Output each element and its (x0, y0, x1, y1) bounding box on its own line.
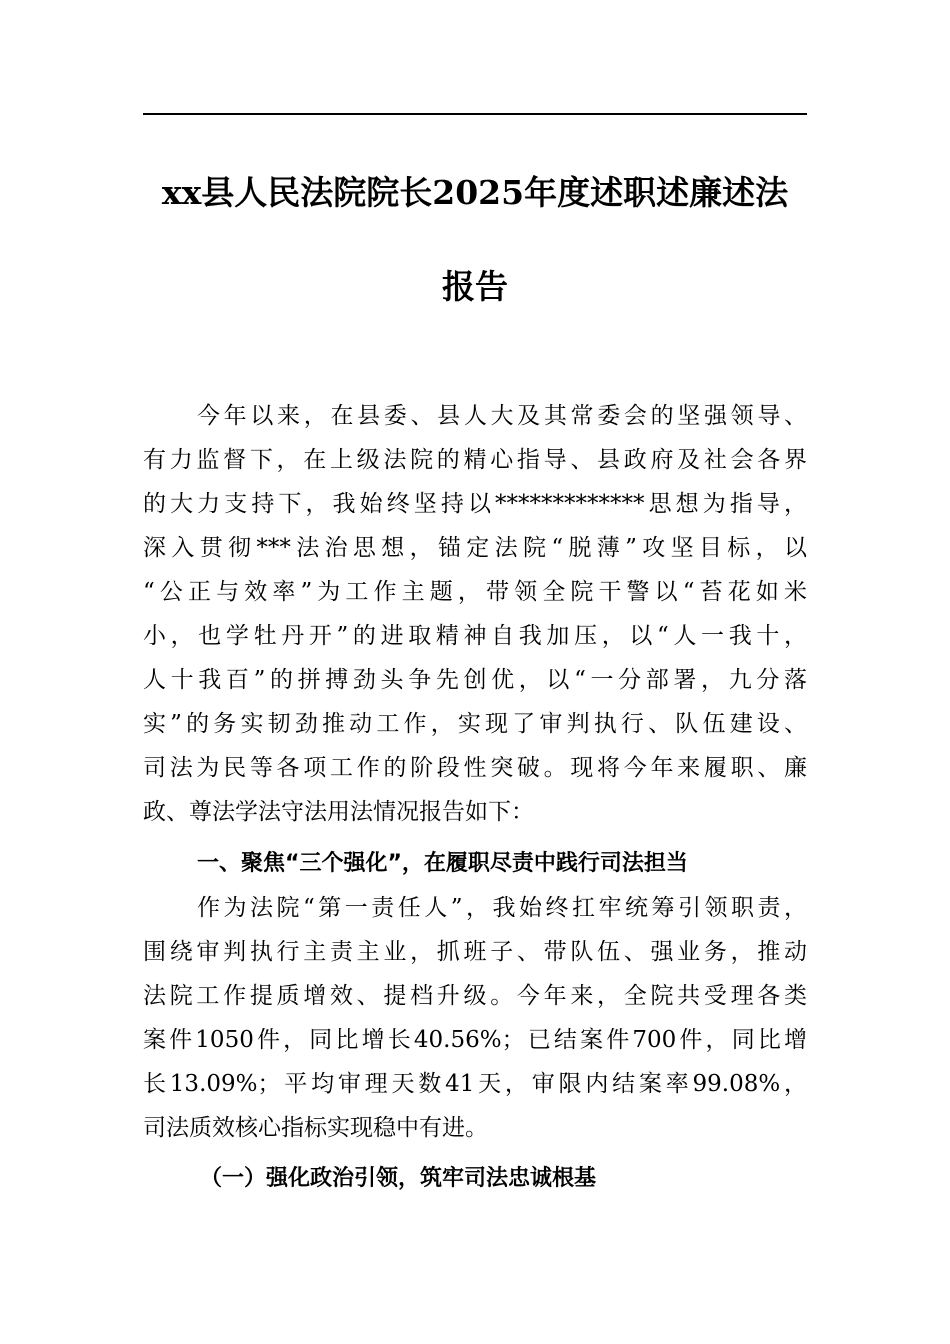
paragraph-line: 法院工作提质增效、提档升级。今年来，全院共受理各类 (143, 983, 807, 1009)
subsection-heading-1: （一）强化政治引领，筑牢司法忠诚根基 (200, 1165, 597, 1191)
paragraph-line: 长13.09%；平均审理天数41天，审限内结案率99.08%， (143, 1071, 807, 1097)
paragraph-line: 司法为民等各项工作的阶段性突破。现将今年来履职、廉 (143, 755, 807, 781)
paragraph-line: 深入贯彻***法治思想，锚定法院“脱薄”攻坚目标，以 (143, 535, 807, 561)
paragraph-line: 司法质效核心指标实现稳中有进。 (143, 1115, 488, 1141)
paragraph-line: 政、尊法学法守法用法情况报告如下： (143, 799, 534, 825)
paragraph-line: 小，也学牡丹开”的进取精神自我加压，以“人一我十， (143, 623, 807, 649)
document-title-line-2: 报告 (442, 267, 508, 306)
header-rule (143, 113, 807, 115)
paragraph-line: 的大力支持下，我始终坚持以*************思想为指导， (143, 491, 807, 517)
paragraph-line: 今年以来，在县委、县人大及其常委会的坚强领导、 (197, 403, 807, 429)
section-heading-1: 一、聚焦“三个强化”，在履职尽责中践行司法担当 (197, 851, 688, 876)
paragraph-line: 人十我百”的拼搏劲头争先创优，以“一分部署，九分落 (143, 667, 807, 693)
paragraph-line: 围绕审判执行主责主业，抓班子、带队伍、强业务，推动 (143, 939, 807, 965)
paragraph-line: 案件1050件，同比增长40.56%；已结案件700件，同比增 (143, 1027, 807, 1053)
paragraph-line: 实”的务实韧劲推动工作，实现了审判执行、队伍建设、 (143, 711, 807, 737)
paragraph-line: 作为法院“第一责任人”，我始终扛牢统筹引领职责， (197, 895, 807, 921)
paragraph-line: “公正与效率”为工作主题，带领全院干警以“苔花如米 (143, 579, 807, 605)
paragraph-line: 有力监督下，在上级法院的精心指导、县政府及社会各界 (143, 447, 807, 473)
document-title-line-1: xx县人民法院院长2025年度述职述廉述法 (161, 173, 789, 212)
